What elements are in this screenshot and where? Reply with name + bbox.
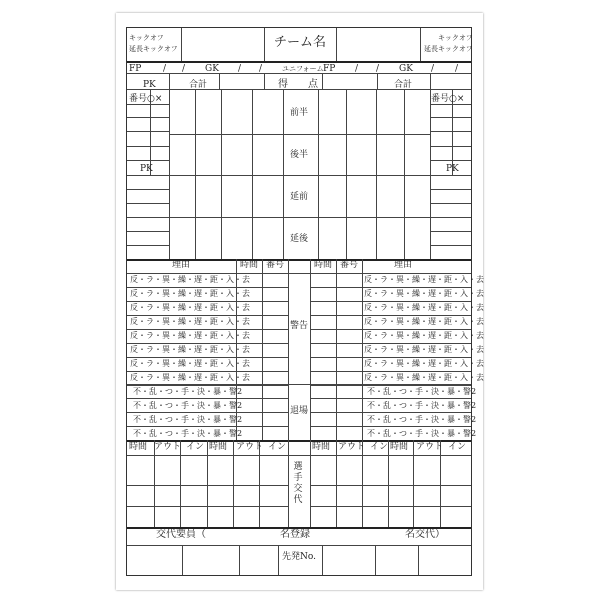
grid-line-horizontal <box>430 245 471 246</box>
grid-line-horizontal <box>127 117 169 118</box>
grid-line-horizontal <box>127 357 288 358</box>
grid-line-vertical <box>362 440 363 527</box>
sendoff-reason-codes: 不・乱・つ・手・決・暴・警2 <box>133 387 243 396</box>
substitution-out-header: アウト <box>236 442 264 452</box>
substitution-in-header: イン <box>186 442 205 452</box>
sub-member-label: 交代要員（ <box>156 529 206 540</box>
caution-reason-codes: 反・ラ・異・繰・遅・距・入・去 <box>130 303 250 312</box>
grid-line-horizontal <box>127 545 471 546</box>
grid-line-vertical <box>322 73 323 89</box>
grid-line-vertical <box>322 545 323 575</box>
grid-line-horizontal <box>310 398 471 399</box>
grid-line-horizontal <box>127 426 288 427</box>
slash: / <box>455 64 459 74</box>
right-gk-label: GK <box>399 64 413 74</box>
substitution-out-header: アウト <box>416 442 444 452</box>
left-pk-label-2: PK <box>140 164 153 174</box>
grid-line-horizontal <box>310 371 471 372</box>
starting-no-label: 先発No. <box>282 552 316 562</box>
right-reason-header: 理由 <box>394 260 413 270</box>
left-kickoff-label: キックオフ <box>129 34 164 42</box>
sendoff-reason-codes: 不・乱・つ・手・決・暴・警2 <box>367 387 477 396</box>
grid-line-horizontal <box>310 329 471 330</box>
grid-line-vertical <box>154 440 155 527</box>
grid-line-horizontal <box>127 231 169 232</box>
grid-line-vertical <box>181 28 182 61</box>
sendoff-reason-codes: 不・乱・つ・手・決・暴・警2 <box>367 429 477 438</box>
grid-line-vertical <box>182 545 183 575</box>
grid-line-horizontal <box>430 117 471 118</box>
period-extra-first: 延前 <box>290 192 309 202</box>
grid-line-horizontal <box>127 104 169 105</box>
substitution-label: 選 手 交 代 <box>293 462 303 505</box>
grid-line-vertical <box>264 28 265 61</box>
left-number-header: 番号 <box>266 260 285 270</box>
team-name-label: チーム名 <box>274 35 327 50</box>
right-time-header: 時間 <box>314 260 333 270</box>
left-pk-label: PK <box>143 80 156 90</box>
sendoff-reason-codes: 不・乱・つ・手・決・暴・警2 <box>367 401 477 410</box>
grid-line-horizontal <box>127 203 169 204</box>
grid-line-horizontal <box>310 426 471 427</box>
caution-reason-codes: 反・ラ・異・繰・遅・距・入・去 <box>364 345 484 354</box>
period-extra-second: 延後 <box>290 234 309 244</box>
grid-line-horizontal <box>127 301 288 302</box>
grid-line-vertical <box>180 440 181 527</box>
left-reason-header: 理由 <box>172 260 191 270</box>
substitution-in-header: イン <box>448 442 467 452</box>
left-number-ox-label: 番号○× <box>129 94 163 104</box>
left-gk-label: GK <box>205 64 219 74</box>
left-fp-label: FP <box>129 64 142 74</box>
grid-line-vertical <box>336 28 337 61</box>
grid-line-horizontal <box>310 301 471 302</box>
grid-line-vertical <box>219 73 220 89</box>
grid-line-horizontal <box>127 485 288 486</box>
grid-line-horizontal <box>169 134 430 135</box>
caution-reason-codes: 反・ラ・異・繰・遅・距・入・去 <box>130 359 250 368</box>
grid-line-horizontal <box>127 398 288 399</box>
grid-line-horizontal <box>430 160 471 161</box>
grid-line-horizontal <box>127 287 288 288</box>
substitution-out-header: アウト <box>338 442 366 452</box>
caution-reason-codes: 反・ラ・異・繰・遅・距・入・去 <box>364 275 484 284</box>
grid-line-horizontal <box>127 371 288 372</box>
grid-line-horizontal <box>127 131 169 132</box>
sendoff-label: 退場 <box>290 406 309 416</box>
right-pk-label-2: PK <box>446 164 459 174</box>
caution-reason-codes: 反・ラ・異・繰・遅・距・入・去 <box>130 345 250 354</box>
grid-line-vertical <box>375 545 376 575</box>
grid-line-vertical <box>259 440 260 527</box>
grid-line-vertical <box>239 545 240 575</box>
slash: / <box>355 64 359 74</box>
sendoff-reason-codes: 不・乱・つ・手・決・暴・警2 <box>133 401 243 410</box>
substitution-in-header: イン <box>268 442 287 452</box>
grid-line-horizontal <box>310 412 471 413</box>
grid-line-vertical <box>413 440 414 527</box>
period-second-half: 後半 <box>290 150 309 160</box>
grid-line-horizontal <box>127 160 169 161</box>
grid-line-horizontal <box>127 384 471 385</box>
grid-line-horizontal <box>430 146 471 147</box>
grid-line-vertical <box>264 73 265 89</box>
sendoff-reason-codes: 不・乱・つ・手・決・暴・警2 <box>133 415 243 424</box>
caution-reason-codes: 反・ラ・異・繰・遅・距・入・去 <box>130 317 250 326</box>
caution-reason-codes: 反・ラ・異・繰・遅・距・入・去 <box>364 303 484 312</box>
sendoff-reason-codes: 不・乱・つ・手・決・暴・警2 <box>367 415 477 424</box>
substitution-time-header: 時間 <box>312 442 331 452</box>
right-extended-kickoff-label: 延長キックオフ <box>424 45 473 53</box>
grid-line-horizontal <box>127 217 169 218</box>
grid-line-vertical <box>233 440 234 527</box>
grid-line-horizontal <box>310 385 471 386</box>
grid-line-vertical <box>288 259 289 441</box>
grid-line-vertical <box>377 73 378 89</box>
substitution-in-header: イン <box>370 442 389 452</box>
grid-line-vertical <box>440 440 441 527</box>
grid-line-horizontal <box>127 455 471 456</box>
caution-reason-codes: 反・ラ・異・繰・遅・距・入・去 <box>364 317 484 326</box>
grid-line-horizontal <box>127 73 471 74</box>
grid-line-horizontal <box>310 485 471 486</box>
grid-line-horizontal <box>127 343 288 344</box>
left-total-label: 合計 <box>189 80 208 90</box>
slash: / <box>259 64 263 74</box>
grid-line-horizontal <box>127 385 288 386</box>
right-kickoff-label: キックオフ <box>438 34 473 42</box>
right-number-ox-label: 番号○× <box>431 94 465 104</box>
grid-line-horizontal <box>127 506 288 507</box>
grid-line-horizontal <box>430 104 471 105</box>
grid-line-horizontal <box>127 329 288 330</box>
caution-reason-codes: 反・ラ・異・繰・遅・距・入・去 <box>364 359 484 368</box>
grid-line-horizontal <box>310 506 471 507</box>
slash: / <box>376 64 380 74</box>
caution-label: 警告 <box>290 321 309 331</box>
grid-line-horizontal <box>169 175 430 176</box>
slash: / <box>238 64 242 74</box>
slash: / <box>182 64 186 74</box>
grid-line-horizontal <box>127 189 169 190</box>
grid-line-horizontal <box>127 61 471 63</box>
caution-reason-codes: 反・ラ・異・繰・遅・距・入・去 <box>364 373 484 382</box>
grid-line-horizontal <box>430 131 471 132</box>
grid-line-horizontal <box>169 217 430 218</box>
grid-line-vertical <box>278 545 279 575</box>
grid-line-horizontal <box>127 175 169 176</box>
score-label: 得 点 <box>278 79 318 90</box>
caution-reason-codes: 反・ラ・異・繰・遅・距・入・去 <box>130 373 250 382</box>
grid-line-horizontal <box>430 189 471 190</box>
caution-reason-codes: 反・ラ・異・繰・遅・距・入・去 <box>130 289 250 298</box>
grid-line-vertical <box>336 440 337 527</box>
grid-line-horizontal <box>430 175 471 176</box>
period-first-half: 前半 <box>290 108 309 118</box>
grid-line-vertical <box>310 440 311 527</box>
grid-line-vertical <box>207 440 208 527</box>
sendoff-reason-codes: 不・乱・つ・手・決・暴・警2 <box>133 429 243 438</box>
grid-line-vertical <box>288 440 289 527</box>
grid-line-horizontal <box>310 357 471 358</box>
grid-line-vertical <box>418 545 419 575</box>
substitution-time-header: 時間 <box>129 442 148 452</box>
right-number-header: 番号 <box>340 260 359 270</box>
grid-line-horizontal <box>310 315 471 316</box>
grid-line-horizontal <box>430 231 471 232</box>
caution-reason-codes: 反・ラ・異・繰・遅・距・入・去 <box>364 331 484 340</box>
grid-line-horizontal <box>430 217 471 218</box>
substitution-time-header: 時間 <box>390 442 409 452</box>
grid-line-vertical <box>388 440 389 527</box>
caution-reason-codes: 反・ラ・異・繰・遅・距・入・去 <box>364 289 484 298</box>
substitution-out-header: アウト <box>154 442 182 452</box>
uniform-label: ユニフォーム <box>282 65 324 73</box>
slash: / <box>431 64 435 74</box>
grid-line-horizontal <box>127 315 288 316</box>
sub-count-label: 名交代） <box>405 529 445 540</box>
registered-label: 名登録 <box>280 529 310 540</box>
caution-reason-codes: 反・ラ・異・繰・遅・距・入・去 <box>130 275 250 284</box>
caution-reason-codes: 反・ラ・異・繰・遅・距・入・去 <box>130 331 250 340</box>
left-time-header: 時間 <box>240 260 259 270</box>
grid-line-horizontal <box>430 203 471 204</box>
grid-line-horizontal <box>310 287 471 288</box>
grid-line-vertical <box>420 28 421 61</box>
grid-line-horizontal <box>127 245 169 246</box>
grid-line-horizontal <box>310 343 471 344</box>
substitution-time-header: 時間 <box>209 442 228 452</box>
grid-line-horizontal <box>127 412 288 413</box>
right-total-label: 合計 <box>394 80 413 90</box>
left-extended-kickoff-label: 延長キックオフ <box>129 45 178 53</box>
grid-line-horizontal <box>127 273 471 274</box>
slash: / <box>163 64 167 74</box>
right-fp-label: FP <box>323 64 336 74</box>
grid-line-horizontal <box>127 146 169 147</box>
